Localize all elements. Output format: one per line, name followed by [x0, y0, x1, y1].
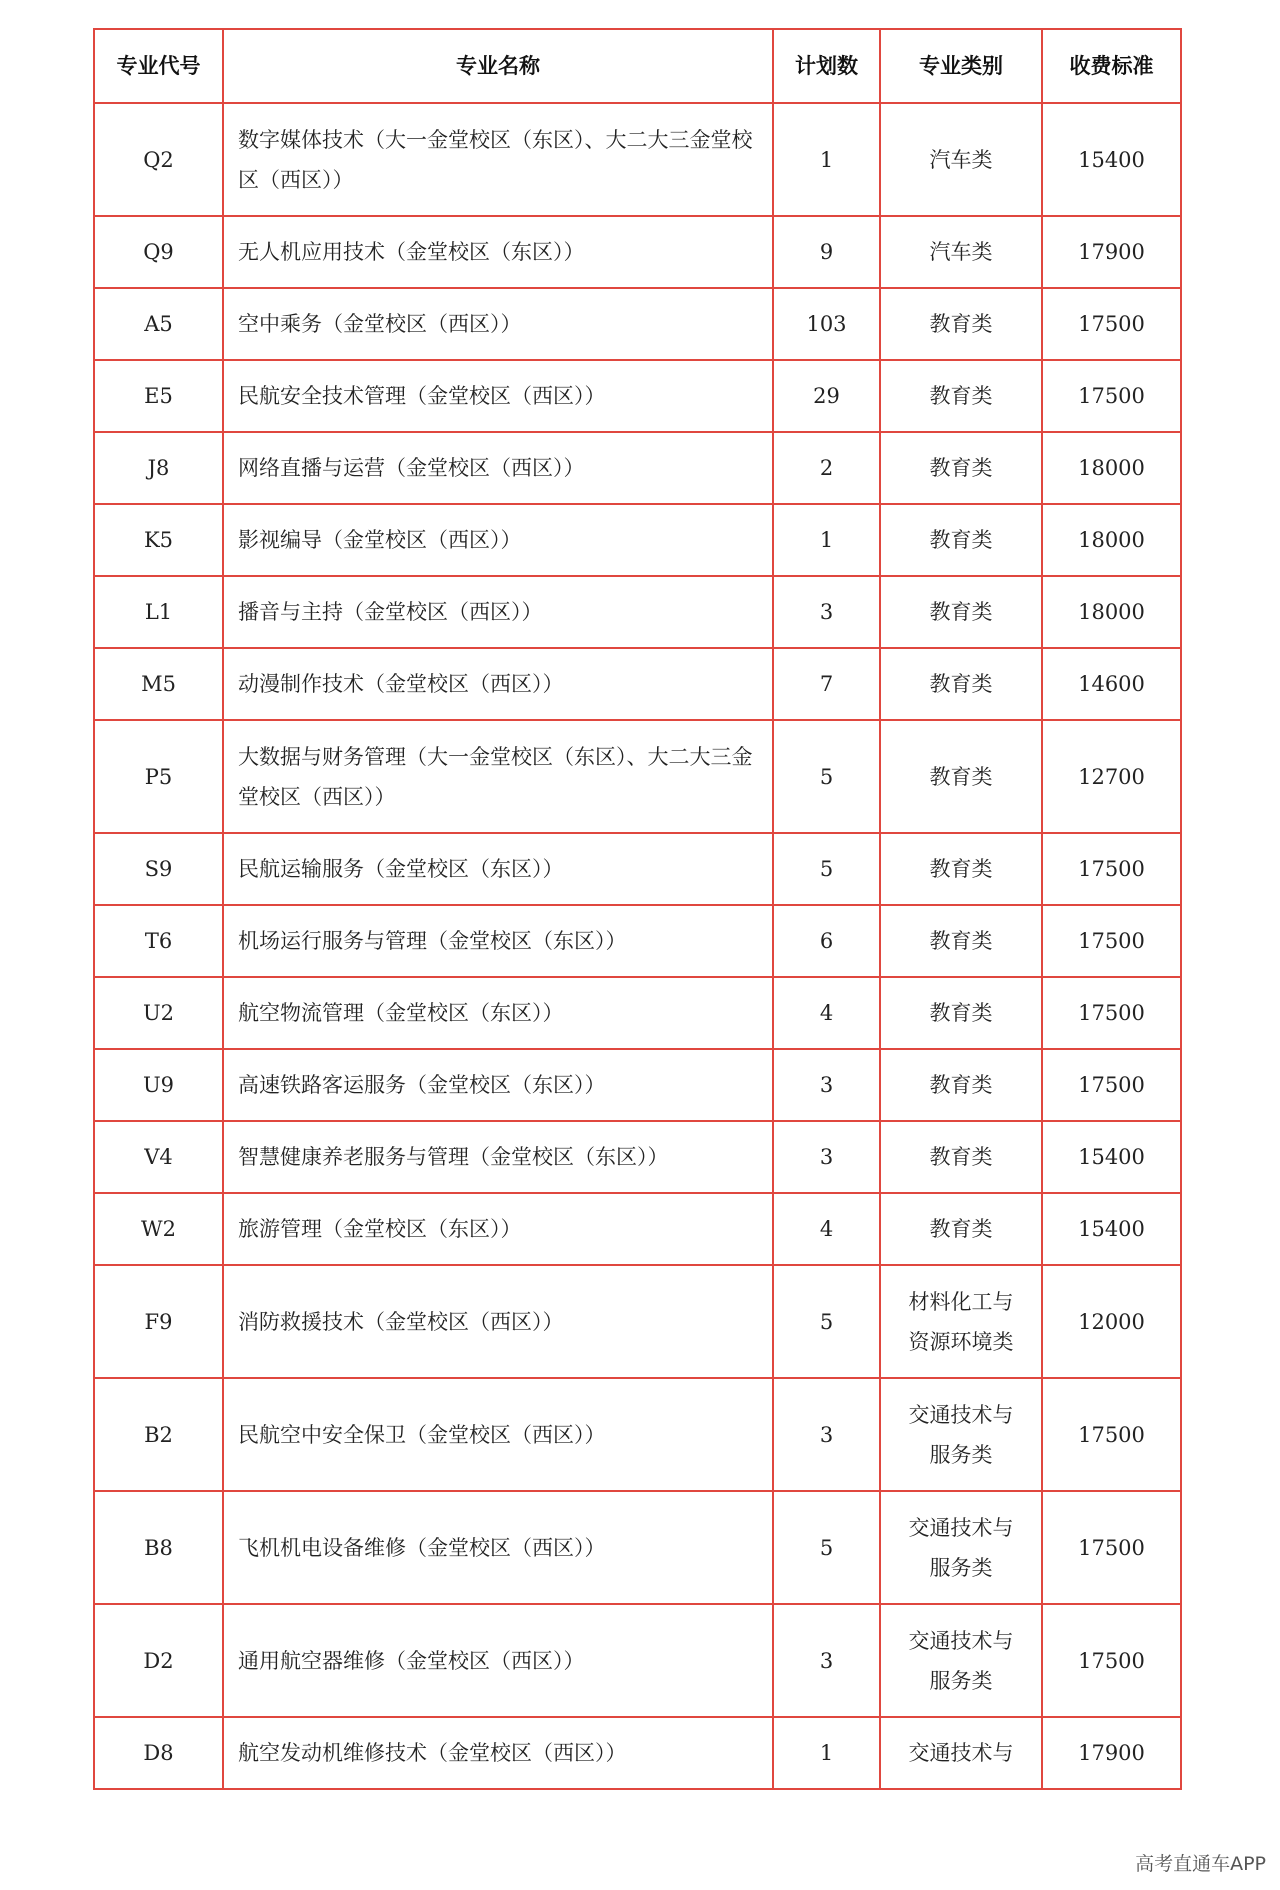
- table-row: [94, 1378, 1181, 1491]
- table-row: [94, 1717, 1181, 1789]
- cell-code: Q9: [94, 216, 223, 288]
- cell-plan: 1: [773, 504, 880, 576]
- cell-category: 汽车类: [880, 103, 1042, 216]
- cell-name: 数字媒体技术（大一金堂校区（东区）、大二大三金堂校区（西区））: [223, 103, 773, 216]
- cell-code: P5: [94, 720, 223, 833]
- cell-plan: 1: [773, 103, 880, 216]
- cell-name: 无人机应用技术（金堂校区（东区））: [223, 216, 773, 288]
- table-row: [94, 977, 1181, 1049]
- cell-plan: 3: [773, 1049, 880, 1121]
- table-row: [94, 1193, 1181, 1265]
- cell-fee: 18000: [1042, 432, 1181, 504]
- cell-plan: 5: [773, 720, 880, 833]
- cell-code: S9: [94, 833, 223, 905]
- cell-category: 交通技术与服务类: [880, 1604, 1042, 1717]
- cell-category: 教育类: [880, 833, 1042, 905]
- cell-code: B2: [94, 1378, 223, 1491]
- cell-fee: 17500: [1042, 1049, 1181, 1121]
- cell-code: A5: [94, 288, 223, 360]
- cell-fee: 18000: [1042, 576, 1181, 648]
- cell-name: 民航空中安全保卫（金堂校区（西区））: [223, 1378, 773, 1491]
- cell-fee: 15400: [1042, 103, 1181, 216]
- header-name: 专业名称: [223, 29, 773, 103]
- table-body: [94, 103, 1181, 1789]
- cell-plan: 103: [773, 288, 880, 360]
- cell-fee: 17500: [1042, 1604, 1181, 1717]
- enrollment-table: [93, 28, 1182, 1790]
- cell-plan: 5: [773, 1491, 880, 1604]
- cell-fee: 17500: [1042, 1378, 1181, 1491]
- cell-category: 交通技术与: [880, 1717, 1042, 1789]
- table-row: [94, 1491, 1181, 1604]
- cell-fee: 12700: [1042, 720, 1181, 833]
- cell-plan: 7: [773, 648, 880, 720]
- cell-fee: 17500: [1042, 833, 1181, 905]
- cell-plan: 4: [773, 977, 880, 1049]
- cell-code: K5: [94, 504, 223, 576]
- cell-category: 教育类: [880, 977, 1042, 1049]
- cell-plan: 3: [773, 1604, 880, 1717]
- table-row: [94, 833, 1181, 905]
- cell-plan: 2: [773, 432, 880, 504]
- cell-fee: 12000: [1042, 1265, 1181, 1378]
- table-row: [94, 360, 1181, 432]
- cell-code: V4: [94, 1121, 223, 1193]
- table-row: [94, 288, 1181, 360]
- cell-category: 教育类: [880, 1193, 1042, 1265]
- cell-plan: 1: [773, 1717, 880, 1789]
- cell-name: 消防救援技术（金堂校区（西区））: [223, 1265, 773, 1378]
- cell-fee: 14600: [1042, 648, 1181, 720]
- cell-fee: 17500: [1042, 905, 1181, 977]
- header-fee: 收费标准: [1042, 29, 1181, 103]
- cell-name: 播音与主持（金堂校区（西区））: [223, 576, 773, 648]
- cell-plan: 3: [773, 1378, 880, 1491]
- cell-code: L1: [94, 576, 223, 648]
- cell-name: 民航安全技术管理（金堂校区（西区））: [223, 360, 773, 432]
- cell-category: 教育类: [880, 288, 1042, 360]
- table-row: [94, 1604, 1181, 1717]
- cell-fee: 17900: [1042, 1717, 1181, 1789]
- cell-plan: 4: [773, 1193, 880, 1265]
- cell-code: U2: [94, 977, 223, 1049]
- cell-category: 教育类: [880, 1121, 1042, 1193]
- table-row: [94, 216, 1181, 288]
- cell-name: 动漫制作技术（金堂校区（西区））: [223, 648, 773, 720]
- table-row: [94, 905, 1181, 977]
- cell-name: 大数据与财务管理（大一金堂校区（东区）、大二大三金堂校区（西区））: [223, 720, 773, 833]
- cell-name: 通用航空器维修（金堂校区（西区））: [223, 1604, 773, 1717]
- cell-fee: 15400: [1042, 1121, 1181, 1193]
- enrollment-table-container: [93, 28, 1180, 1790]
- cell-category: 教育类: [880, 720, 1042, 833]
- table-row: [94, 432, 1181, 504]
- cell-fee: 17500: [1042, 977, 1181, 1049]
- cell-category: 教育类: [880, 1049, 1042, 1121]
- cell-name: 飞机机电设备维修（金堂校区（西区））: [223, 1491, 773, 1604]
- cell-category: 教育类: [880, 905, 1042, 977]
- table-row: [94, 103, 1181, 216]
- cell-code: D8: [94, 1717, 223, 1789]
- cell-name: 机场运行服务与管理（金堂校区（东区））: [223, 905, 773, 977]
- cell-code: J8: [94, 432, 223, 504]
- cell-fee: 17900: [1042, 216, 1181, 288]
- cell-name: 网络直播与运营（金堂校区（西区））: [223, 432, 773, 504]
- cell-code: D2: [94, 1604, 223, 1717]
- cell-name: 智慧健康养老服务与管理（金堂校区（东区））: [223, 1121, 773, 1193]
- cell-code: B8: [94, 1491, 223, 1604]
- cell-code: E5: [94, 360, 223, 432]
- cell-plan: 3: [773, 1121, 880, 1193]
- table-row: [94, 720, 1181, 833]
- table-row: [94, 576, 1181, 648]
- cell-plan: 9: [773, 216, 880, 288]
- cell-plan: 5: [773, 1265, 880, 1378]
- cell-name: 航空发动机维修技术（金堂校区（西区））: [223, 1717, 773, 1789]
- table-row: [94, 648, 1181, 720]
- cell-plan: 29: [773, 360, 880, 432]
- cell-name: 航空物流管理（金堂校区（东区））: [223, 977, 773, 1049]
- cell-category: 教育类: [880, 504, 1042, 576]
- cell-category: 教育类: [880, 360, 1042, 432]
- cell-category: 教育类: [880, 576, 1042, 648]
- table-header-row: [94, 29, 1181, 103]
- cell-fee: 18000: [1042, 504, 1181, 576]
- cell-name: 高速铁路客运服务（金堂校区（东区））: [223, 1049, 773, 1121]
- cell-code: W2: [94, 1193, 223, 1265]
- cell-name: 影视编导（金堂校区（西区））: [223, 504, 773, 576]
- cell-name: 旅游管理（金堂校区（东区））: [223, 1193, 773, 1265]
- table-row: [94, 1121, 1181, 1193]
- cell-fee: 17500: [1042, 288, 1181, 360]
- cell-plan: 5: [773, 833, 880, 905]
- header-code: 专业代号: [94, 29, 223, 103]
- watermark-text: 高考直通车APP: [1135, 1853, 1266, 1875]
- cell-fee: 17500: [1042, 1491, 1181, 1604]
- cell-fee: 17500: [1042, 360, 1181, 432]
- header-plan: 计划数: [773, 29, 880, 103]
- cell-plan: 3: [773, 576, 880, 648]
- cell-plan: 6: [773, 905, 880, 977]
- cell-code: T6: [94, 905, 223, 977]
- cell-category: 交通技术与服务类: [880, 1378, 1042, 1491]
- cell-name: 民航运输服务（金堂校区（东区））: [223, 833, 773, 905]
- cell-category: 汽车类: [880, 216, 1042, 288]
- cell-category: 教育类: [880, 432, 1042, 504]
- cell-code: F9: [94, 1265, 223, 1378]
- cell-code: U9: [94, 1049, 223, 1121]
- cell-category: 交通技术与服务类: [880, 1491, 1042, 1604]
- cell-fee: 15400: [1042, 1193, 1181, 1265]
- cell-category: 教育类: [880, 648, 1042, 720]
- table-row: [94, 504, 1181, 576]
- header-category: 专业类别: [880, 29, 1042, 103]
- table-row: [94, 1049, 1181, 1121]
- table-row: [94, 1265, 1181, 1378]
- cell-name: 空中乘务（金堂校区（西区））: [223, 288, 773, 360]
- cell-code: M5: [94, 648, 223, 720]
- cell-category: 材料化工与资源环境类: [880, 1265, 1042, 1378]
- cell-code: Q2: [94, 103, 223, 216]
